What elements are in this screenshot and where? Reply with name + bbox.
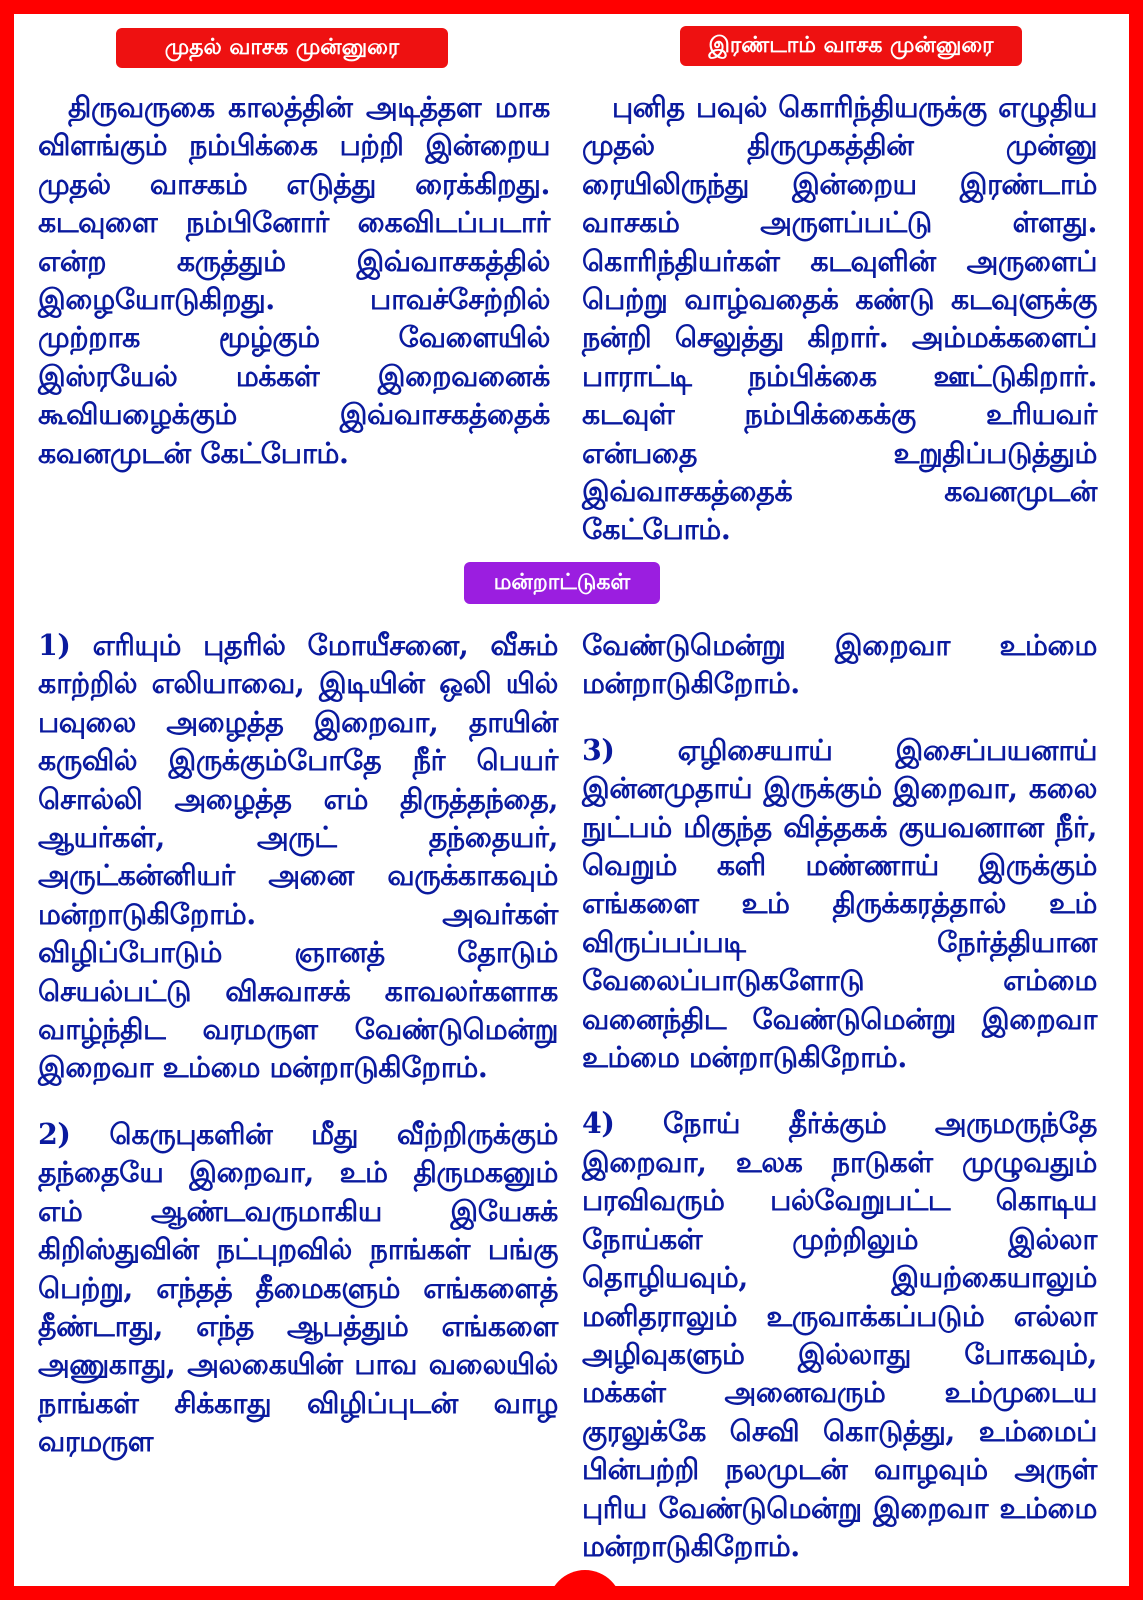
first-reading-intro-header: முதல் வாசக முன்னுரை bbox=[116, 28, 448, 68]
first-reading-intro bbox=[38, 88, 550, 472]
prayer-item: 4) நோய் தீர்க்கும் அருமருந்தே இறைவா, உலக நாடுகள் முழுவதும் பரவிவரும் பல்வேறுபட்ட கொடிய நோய்கள் முற்றிலும் இல்லா தொழியவும், இயற்கையாலும் மனிதராலும் உருவாக்கப்படும் எல்லா அழிவுகளும் இல்லாது போகவும், மக்கள் அனைவரும் உம்முடைய குரலுக்கே செவி கொடுத்து, உம்மைப் பின்பற்றி நலமுடன் வாழவும் அருள் புரிய வேண்டுமென்று இறைவா உம்மை மன்றாடுகிறோம். bbox=[582, 1106, 1097, 1563]
first-reading-intro-text: திருவருகை காலத்தின் அடித்தள மாக விளங்கும் நம்பிக்கை பற்றி இன்றைய முதல் வாசகம் எடுத்து ரைக்கிறது. கடவுளை நம்பினோர் கைவிடப்படார் என்ற கருத்தும் இவ்வாசகத்தில் இழையோடுகிறது. பாவச்சேற்றில் முற்றாக மூழ்கும் வேளையில் இஸ்ரயேல் மக்கள் இறைவனைக் கூவியழைக்கும் இவ்வாசகத்தைக் கவனமுடன் கேட்போம். bbox=[38, 90, 550, 470]
prayers-right-column bbox=[582, 626, 1097, 1565]
prayers-header: மன்றாட்டுகள் bbox=[464, 562, 660, 604]
second-reading-intro-text: புனித பவுல் கொரிந்தியருக்கு எழுதிய முதல் திருமுகத்தின் முன்னு ரையிலிருந்து இன்றைய இரண்டாம் வாசகம் அருளப்பட்டு ள்ளது. கொரிந்தியர்கள் கடவுளின் அருளைப் பெற்று வாழ்வதைக் கண்டு கடவுளுக்கு நன்றி செலுத்து கிறார். அம்மக்களைப் பாராட்டி நம்பிக்கை ஊட்டுகிறார். கடவுள் நம்பிக்கைக்கு உரியவர் என்பதை உறுதிப்படுத்தும் இவ்வாசகத்தைக் கவனமுடன் கேட்போம். bbox=[582, 90, 1097, 547]
prayer-item: 2) கெருபுகளின் மீது வீற்றிருக்கும் தந்தையே இறைவா, உம் திருமகனும் எம் ஆண்டவருமாகிய இயேசுக் கிறிஸ்துவின் நட்புறவில் நாங்கள் பங்கு பெற்று, எந்தத் தீமைகளும் எங்களைத் தீண்டாது, எந்த ஆபத்தும் எங்களை அணுகாது, அலகையின் பாவ வலையில் நாங்கள் சிக்காது விழிப்புடன் வாழ வரமருள bbox=[38, 1116, 558, 1459]
second-reading-intro bbox=[582, 88, 1097, 549]
second-reading-intro-header: இரண்டாம் வாசக முன்னுரை bbox=[680, 26, 1022, 66]
prayers-left-column bbox=[38, 626, 558, 1461]
prayer-item: 3) ஏழிசையாய் இசைப்பயனாய் இன்னமுதாய் இருக்கும் இறைவா, கலை நுட்பம் மிகுந்த வித்தகக் குயவனான நீர், வெறும் களி மண்ணாய் இருக்கும் எங்களை உம் திருக்கரத்தால் உம் விருப்பப்படி நேர்த்தியான வேலைப்பாடுகளோடு எம்மை வனைந்திட வேண்டுமென்று இறைவா உம்மை மன்றாடுகிறோம். bbox=[582, 732, 1097, 1075]
prayer-continuation: வேண்டுமென்று இறைவா உம்மை மன்றாடுகிறோம். bbox=[582, 628, 1097, 701]
page-marker-dot bbox=[548, 1570, 622, 1600]
prayer-item: 1) எரியும் புதரில் மோயீசனை, வீசும் காற்றில் எலியாவை, இடியின் ஒலி யில் பவுலை அழைத்த இறைவா, தாயின் கருவில் இருக்கும்போதே நீர் பெயர் சொல்லி அழைத்த எம் திருத்தந்தை, ஆயர்கள், அருட் தந்தையர், அருட்கன்னியர் அனை வருக்காகவும் மன்றாடுகிறோம். அவர்கள் விழிப்போடும் ஞானத் தோடும் செயல்பட்டு விசுவாசக் காவலர்களாக வாழ்ந்திட வரமருள வேண்டுமென்று இறைவா உம்மை மன்றாடுகிறோம். bbox=[38, 628, 558, 1085]
